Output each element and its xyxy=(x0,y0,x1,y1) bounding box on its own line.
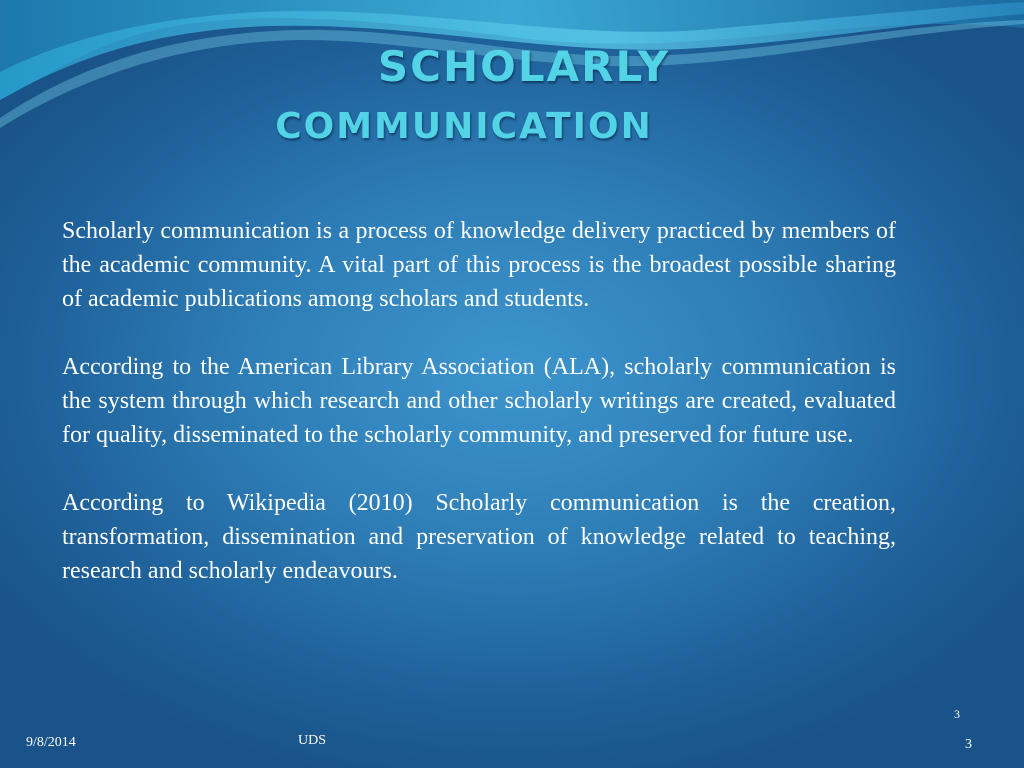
footer-date: 9/8/2014 xyxy=(26,735,76,750)
slide-title-line2: COMMUNICATION xyxy=(275,106,653,147)
paragraph-definition: Scholarly communication is a process of knowledge delivery practiced by members of the academic community. A vital part of this process is the broadest possible sharing of academic publications among scholars and students. xyxy=(62,218,896,312)
paragraph-ala: According to the American Library Association (ALA), scholarly communication is the system through which research and other scholarly writings are created, evaluated for quality, disseminated to the scholarly community, and preserved for future use. xyxy=(62,354,896,448)
slide-number: 3 xyxy=(954,707,960,721)
slide-body xyxy=(62,214,896,622)
paragraph-wikipedia: According to Wikipedia (2010) Scholarly communication is the creation, transformation, dissemination and preservation of knowledge related to teaching, research and scholarly endeavours. xyxy=(62,490,896,584)
footer-center-text: UDS xyxy=(298,733,327,748)
slide-title-line1: SCHOLARLY xyxy=(377,42,671,91)
footer-page-number: 3 xyxy=(965,737,972,752)
